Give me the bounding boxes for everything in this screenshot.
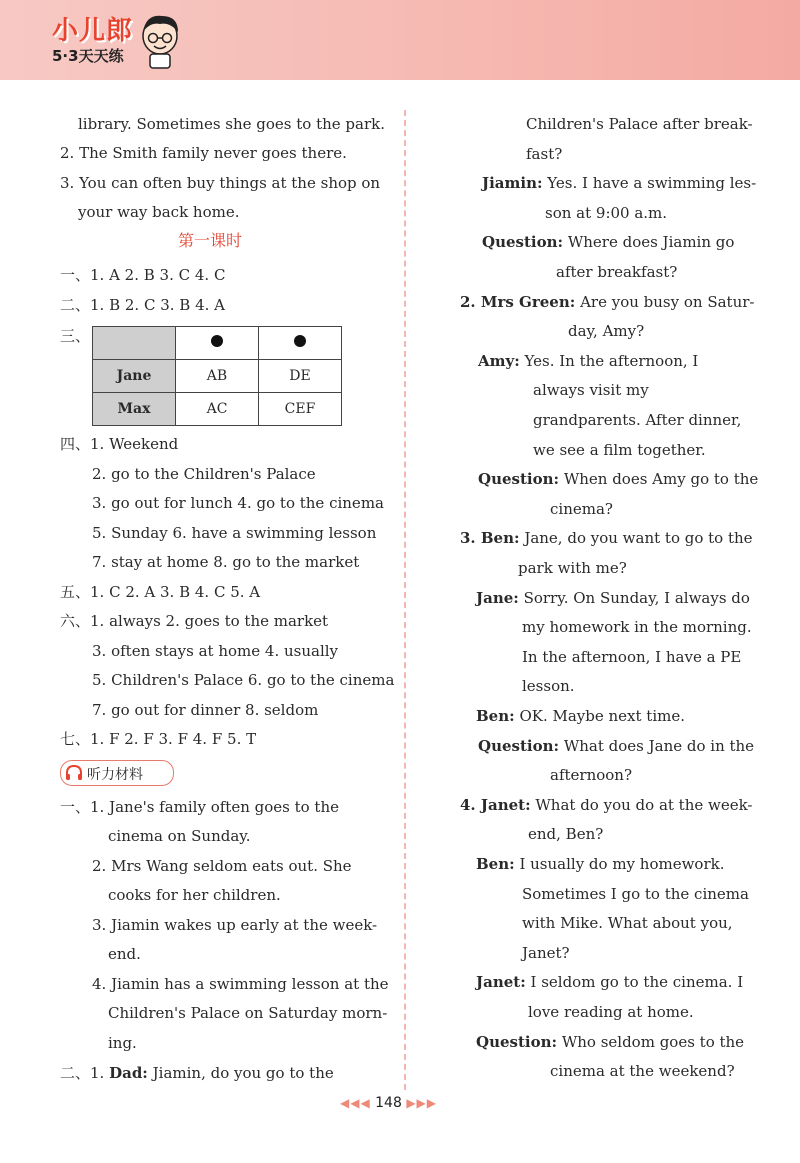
dialogue-text: fast? (526, 145, 563, 163)
listening-title: 听力材料 (87, 767, 143, 783)
dialogue-line (528, 1002, 694, 1022)
dialogue-line (526, 144, 562, 164)
speaker-label: Amy: (478, 352, 520, 370)
dialogue-text: Sorry. On Sunday, I always do (518, 589, 750, 607)
answer-line: 2. go to the Children's Palace (92, 465, 316, 483)
dialogue-text: Jiamin, do you go to the (147, 1064, 334, 1082)
prev-arrows-icon: ◀◀◀ (340, 1096, 371, 1110)
dialogue-line (482, 173, 756, 193)
dialogue-text: son at 9:00 a.m. (545, 204, 668, 222)
listening-line: cooks for her children. (108, 886, 281, 904)
listening-line (60, 1063, 334, 1083)
dialogue-line (478, 469, 758, 489)
listening-title-badge (60, 760, 174, 786)
speaker-label: Question: (476, 1033, 558, 1051)
dialogue-text: cinema at the weekend? (550, 1062, 735, 1080)
dialogue-line (526, 114, 753, 134)
answer-table (92, 326, 342, 426)
dialogue-line (533, 380, 649, 400)
dialogue-text: Children's Palace after break- (526, 115, 753, 133)
headphones-icon (65, 765, 83, 781)
listening-line: 一、1. Jane's family often goes to the (60, 798, 340, 816)
speaker-label: Janet: (476, 973, 526, 991)
listening-line: 4. Jiamin has a swimming lesson at the (92, 975, 389, 993)
answer-line: 5. Sunday 6. have a swimming lesson (92, 524, 377, 542)
dialogue-line (476, 854, 725, 874)
page-footer (340, 1095, 437, 1111)
dialogue-text: Who seldom goes to the (557, 1033, 745, 1051)
dialogue-line (528, 824, 603, 844)
dialogue-text: Yes. I have a swimming les- (542, 174, 757, 192)
dialogue-line (460, 292, 754, 312)
dialogue-text: after breakfast? (556, 263, 678, 281)
dialogue-text: OK. Maybe next time. (514, 707, 685, 725)
dialogue-text: love reading at home. (528, 1003, 694, 1021)
speaker-label: Dad: (109, 1064, 148, 1082)
dialogue-text: park with me? (518, 559, 627, 577)
listening-line: 3. Jiamin wakes up early at the week- (92, 916, 378, 934)
text-line: 2. The Smith family never goes there. (60, 144, 347, 162)
dialogue-line (533, 440, 706, 460)
dialogue-text: Yes. In the afternoon, I (519, 352, 699, 370)
dialogue-text: Jane, do you want to go to the (519, 529, 753, 547)
speaker-label: 2. Mrs Green: (460, 293, 576, 311)
speaker-label: Jiamin: (482, 174, 543, 192)
dialogue-text: Where does Jiamin go (563, 233, 735, 251)
dialogue-text: day, Amy? (568, 322, 645, 340)
speaker-label: Question: (478, 737, 560, 755)
item-number: 二、1. (60, 1064, 110, 1082)
table-cell: AB (176, 360, 259, 393)
listening-line: end. (108, 945, 141, 963)
dialogue-line (522, 617, 752, 637)
dialogue-line (476, 1032, 744, 1052)
table-cell: CEF (259, 393, 342, 426)
dialogue-line (478, 351, 698, 371)
answer-line: 7. go out for dinner 8. seldom (92, 701, 319, 719)
speaker-label: Jane: (476, 589, 519, 607)
column-divider (404, 110, 406, 1090)
dialogue-text: I usually do my homework. (514, 855, 725, 873)
table-corner (93, 327, 176, 360)
dialogue-line (522, 884, 749, 904)
dialogue-text: end, Ben? (528, 825, 604, 843)
dialogue-line (550, 765, 632, 785)
dialogue-line (568, 321, 644, 341)
answer-line: 3. go out for lunch 4. go to the cinema (92, 494, 384, 512)
listening-line: Children's Palace on Saturday morn- (108, 1004, 388, 1022)
listening-line: ing. (108, 1034, 137, 1052)
dialogue-text: my homework in the morning. (522, 618, 752, 636)
page-number: 148 (375, 1095, 402, 1111)
dialogue-text: lesson. (522, 677, 575, 695)
dialogue-line (476, 588, 750, 608)
answer-line: 六、1. always 2. goes to the market (60, 612, 329, 630)
answer-line: 一、1. A 2. B 3. C 4. C (60, 266, 226, 284)
speaker-label: 4. Janet: (460, 796, 531, 814)
answer-line: 3. often stays at home 4. usually (92, 642, 339, 660)
dialogue-line (476, 706, 685, 726)
dialogue-line (522, 913, 733, 933)
listening-line: cinema on Sunday. (108, 827, 251, 845)
dialogue-line (545, 203, 667, 223)
dialogue-text: What do you do at the week- (530, 796, 753, 814)
dialogue-line (522, 676, 575, 696)
series-name: 5·3天天练 (52, 47, 124, 65)
dialogue-text: I seldom go to the cinema. I (525, 973, 744, 991)
dialogue-line (556, 262, 677, 282)
dot-icon (211, 335, 223, 347)
dialogue-line (550, 1061, 735, 1081)
dialogue-line (460, 795, 753, 815)
dialogue-text: cinema? (550, 500, 613, 518)
table-row-name: Max (93, 393, 176, 426)
speaker-label: Ben: (476, 855, 515, 873)
dialogue-text: Sometimes I go to the cinema (522, 885, 749, 903)
answer-line: 五、1. C 2. A 3. B 4. C 5. A (60, 583, 261, 601)
answer-line: 七、1. F 2. F 3. F 4. F 5. T (60, 730, 257, 748)
table-cell: AC (176, 393, 259, 426)
dialogue-text: grandparents. After dinner, (533, 411, 742, 429)
dialogue-line (482, 232, 734, 252)
text-line: library. Sometimes she goes to the park. (78, 115, 386, 133)
dialogue-line (460, 528, 753, 548)
mascot-icon (138, 12, 182, 70)
speaker-label: Question: (482, 233, 564, 251)
table-header-cell (176, 327, 259, 360)
speaker-label: Question: (478, 470, 560, 488)
dialogue-line (522, 943, 570, 963)
text-line: your way back home. (78, 203, 240, 221)
dialogue-text: In the afternoon, I have a PE (522, 648, 742, 666)
brand-logo (52, 10, 133, 66)
brand-title: 小儿郎 (52, 16, 134, 46)
answer-line: 5. Children's Palace 6. go to the cinema (92, 671, 395, 689)
dialogue-text: always visit my (533, 381, 649, 399)
answer-line: 二、1. B 2. C 3. B 4. A (60, 296, 225, 314)
dialogue-line (522, 647, 741, 667)
dialogue-text: When does Amy go to the (559, 470, 759, 488)
dialogue-text: with Mike. What about you, (522, 914, 733, 932)
table-label: 三、 (60, 327, 91, 345)
dialogue-line (476, 972, 743, 992)
table-cell: DE (259, 360, 342, 393)
dialogue-line (478, 736, 754, 756)
dialogue-text: Are you busy on Satur- (575, 293, 755, 311)
listening-line: 2. Mrs Wang seldom eats out. She (92, 857, 352, 875)
speaker-label: Ben: (476, 707, 515, 725)
dialogue-text: afternoon? (550, 766, 632, 784)
dialogue-line (518, 558, 627, 578)
dialogue-text: Janet? (522, 944, 570, 962)
dialogue-line (533, 410, 741, 430)
table-row-name: Jane (93, 360, 176, 393)
dot-icon (294, 335, 306, 347)
table-header-cell (259, 327, 342, 360)
text-line: 3. You can often buy things at the shop on (60, 174, 381, 192)
answer-line: 四、1. Weekend (60, 435, 179, 453)
lesson-heading: 第一课时 (178, 231, 243, 250)
dialogue-text: What does Jane do in the (559, 737, 755, 755)
next-arrows-icon: ▶▶▶ (406, 1096, 438, 1110)
speaker-label: 3. Ben: (460, 529, 520, 547)
dialogue-text: we see a film together. (533, 441, 706, 459)
dialogue-line (550, 499, 613, 519)
answer-line: 7. stay at home 8. go to the market (92, 553, 360, 571)
